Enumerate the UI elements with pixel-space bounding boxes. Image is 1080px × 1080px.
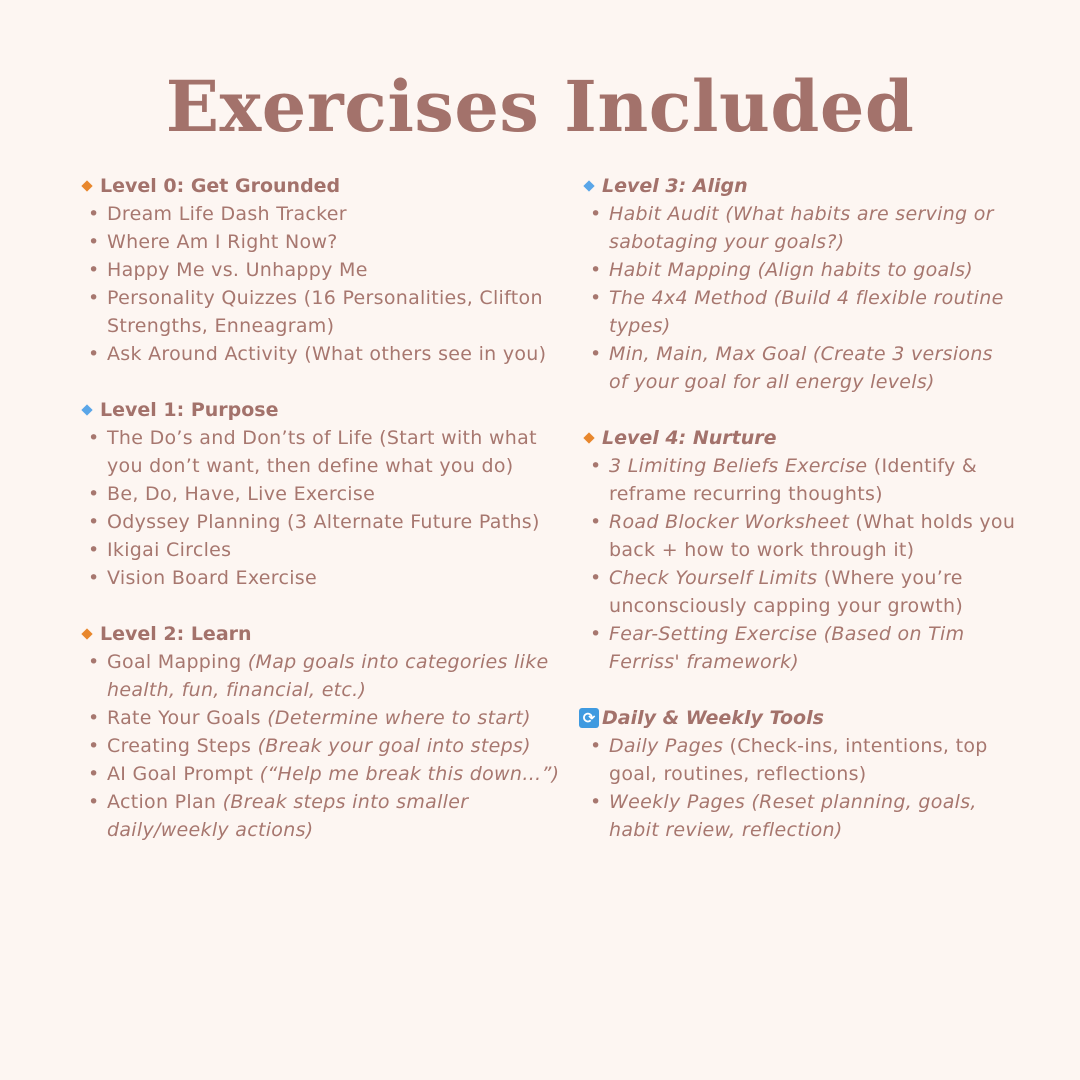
list-item: • AI Goal Prompt (“Help me break this down…”) — [88, 763, 560, 785]
list-item: • Habit Audit (What habits are serving or sabotaging your goals?) — [590, 203, 994, 253]
section-level-1 — [74, 396, 564, 592]
section-heading: Level 1: Purpose — [74, 396, 564, 424]
section-heading: Level 3: Align — [576, 172, 1016, 200]
orange-diamond-icon — [583, 432, 594, 443]
list-item: • The 4x4 Method (Build 4 flexible routine types) — [590, 287, 1004, 337]
list-item: • Vision Board Exercise — [88, 567, 317, 589]
exercise-list — [576, 452, 1016, 676]
list-item: • Weekly Pages (Reset planning, goals, habit review, reflection) — [590, 791, 977, 841]
exercise-list — [74, 648, 564, 844]
exercise-list — [74, 424, 564, 592]
list-item: • Check Yourself Limits (Where you’re unconsciously capping your growth) — [590, 567, 964, 617]
list-item: • 3 Limiting Beliefs Exercise (Identify & reframe recurring thoughts) — [590, 455, 978, 505]
left-column — [74, 172, 564, 872]
list-item: • Habit Mapping (Align habits to goals) — [590, 259, 973, 281]
list-item: • The Do’s and Don’ts of Life (Start with what you don’t want, then define what you do) — [88, 427, 537, 477]
section-daily-weekly-tools — [576, 704, 1016, 844]
section-level-4 — [576, 424, 1016, 676]
list-item: • Happy Me vs. Unhappy Me — [88, 259, 368, 281]
section-heading: ⟳ Daily & Weekly Tools — [576, 704, 1016, 732]
list-item: • Action Plan (Break steps into smaller daily/weekly actions) — [88, 791, 469, 841]
section-heading: Level 0: Get Grounded — [74, 172, 564, 200]
blue-diamond-icon — [81, 404, 92, 415]
exercise-list — [576, 732, 1016, 844]
exercise-list — [74, 200, 564, 368]
list-item: • Dream Life Dash Tracker — [88, 203, 347, 225]
section-level-3 — [576, 172, 1016, 396]
section-heading: Level 2: Learn — [74, 620, 564, 648]
blue-diamond-icon — [583, 180, 594, 191]
refresh-arrows-icon: ⟳ — [579, 708, 599, 728]
list-item: • Creating Steps (Break your goal into steps) — [88, 735, 531, 757]
section-heading: Level 4: Nurture — [576, 424, 1016, 452]
list-item: • Min, Main, Max Goal (Create 3 versions of your goal for all energy levels) — [590, 343, 993, 393]
section-level-2 — [74, 620, 564, 844]
right-column — [576, 172, 1016, 872]
orange-diamond-icon — [81, 180, 92, 191]
list-item: • Where Am I Right Now? — [88, 231, 338, 253]
exercise-list — [576, 200, 1016, 396]
orange-diamond-icon — [81, 628, 92, 639]
list-item: • Ikigai Circles — [88, 539, 232, 561]
list-item: • Road Blocker Worksheet (What holds you back + how to work through it) — [590, 511, 1016, 561]
list-item: • Personality Quizzes (16 Personalities, Clifton Strengths, Enneagram) — [88, 287, 543, 337]
list-item: • Daily Pages (Check-ins, intentions, top goal, routines, reflections) — [590, 735, 988, 785]
list-item: • Fear-Setting Exercise (Based on Tim Ferriss' framework) — [590, 623, 965, 673]
list-item: • Goal Mapping (Map goals into categories like health, fun, financial, etc.) — [88, 651, 549, 701]
list-item: • Odyssey Planning (3 Alternate Future Paths) — [88, 511, 540, 533]
list-item: • Be, Do, Have, Live Exercise — [88, 483, 376, 505]
list-item: • Rate Your Goals (Determine where to start) — [88, 707, 531, 729]
section-level-0 — [74, 172, 564, 368]
list-item: • Ask Around Activity (What others see in you) — [88, 343, 547, 365]
page-title: Exercises Included — [165, 65, 915, 148]
